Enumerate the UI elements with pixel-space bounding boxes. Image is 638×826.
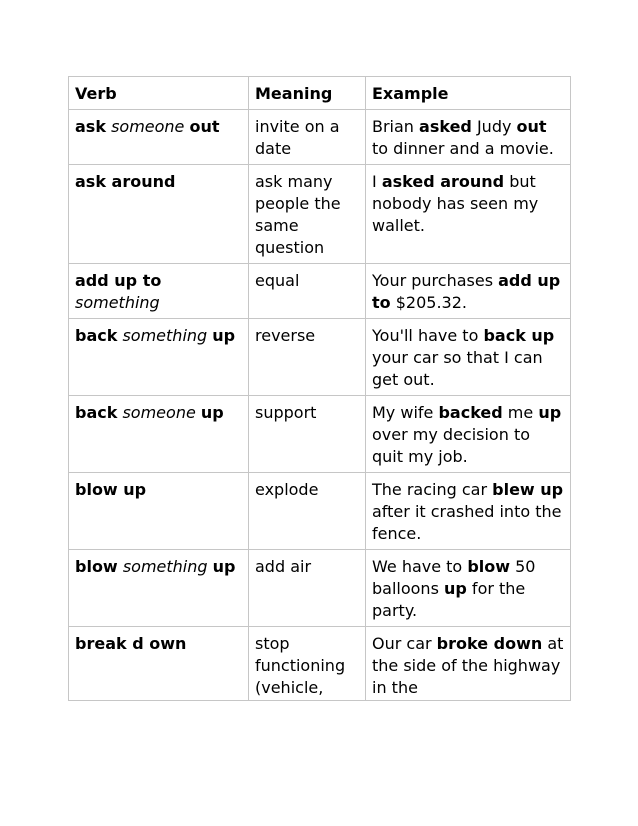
table-row — [69, 165, 571, 264]
italic-text: something — [122, 557, 208, 576]
meaning-cell: add air — [249, 550, 366, 627]
cell-content: stop functioning (vehicle, — [255, 634, 346, 696]
bold-text: back — [75, 326, 118, 345]
bold-text: up — [212, 557, 236, 576]
bold-text: up — [200, 403, 224, 422]
table-row — [69, 627, 571, 701]
italic-text: someone — [122, 403, 196, 422]
meaning-cell: ask many people the same question — [249, 165, 366, 264]
table-row — [69, 319, 571, 396]
bold-text: blow up — [75, 480, 147, 499]
cell-content — [75, 633, 244, 696]
bold-text: out — [516, 117, 547, 136]
bold-text: out — [189, 117, 220, 136]
table-row — [69, 110, 571, 165]
table-row — [69, 264, 571, 319]
bold-text: add up to — [75, 271, 162, 290]
phrasal-verbs-table — [68, 76, 571, 701]
bold-text: ask — [75, 117, 106, 136]
bold-text: asked around — [381, 172, 505, 191]
example-cell: You'll have to back up your car so that I can get out. — [366, 319, 571, 396]
meaning-cell: invite on a date — [249, 110, 366, 165]
bold-text: up — [538, 403, 562, 422]
table-body — [69, 110, 571, 701]
bold-text: asked — [419, 117, 472, 136]
example-cell — [366, 627, 571, 701]
meaning-cell: reverse — [249, 319, 366, 396]
bold-text: back up — [483, 326, 555, 345]
bold-text: up — [444, 579, 467, 598]
example-cell: I asked around but nobody has seen my wallet. — [366, 165, 571, 264]
bold-text: blow — [467, 557, 511, 576]
bold-text: ask around — [75, 172, 176, 191]
example-cell: My wife backed me up over my decision to quit my job. — [366, 396, 571, 473]
meaning-cell: explode — [249, 473, 366, 550]
verb-cell — [69, 110, 249, 165]
bold-text: backed — [438, 403, 503, 422]
italic-text: someone — [111, 117, 185, 136]
example-cell: The racing car blew up after it crashed into the fence. — [366, 473, 571, 550]
meaning-cell: equal — [249, 264, 366, 319]
example-cell: We have to blow 50 balloons up for the party. — [366, 550, 571, 627]
italic-text: something — [75, 293, 160, 312]
header-example: Example — [366, 77, 571, 110]
bold-text: blew up — [492, 480, 564, 499]
bold-text: up — [212, 326, 236, 345]
bold-text: break d own — [75, 634, 187, 653]
verb-cell — [69, 550, 249, 627]
bold-text: blow — [75, 557, 118, 576]
bold-text: add up to — [372, 271, 561, 312]
verb-cell — [69, 473, 249, 550]
example-cell: Brian asked Judy out to dinner and a movie. — [366, 110, 571, 165]
meaning-cell — [249, 627, 366, 701]
table-header-row — [69, 77, 571, 110]
table-row — [69, 550, 571, 627]
verb-cell — [69, 396, 249, 473]
bold-text: back — [75, 403, 118, 422]
meaning-cell: support — [249, 396, 366, 473]
verb-cell — [69, 319, 249, 396]
example-cell: Your purchases add up to $205.32. — [366, 264, 571, 319]
verb-cell — [69, 627, 249, 701]
cell-content: Our car broke down at the side of the highway in the — [372, 634, 564, 696]
header-meaning: Meaning — [249, 77, 366, 110]
verb-cell — [69, 264, 249, 319]
italic-text: something — [122, 326, 208, 345]
table-row — [69, 473, 571, 550]
table-row — [69, 396, 571, 473]
header-verb: Verb — [69, 77, 249, 110]
bold-text: broke down — [436, 634, 543, 653]
verb-cell — [69, 165, 249, 264]
